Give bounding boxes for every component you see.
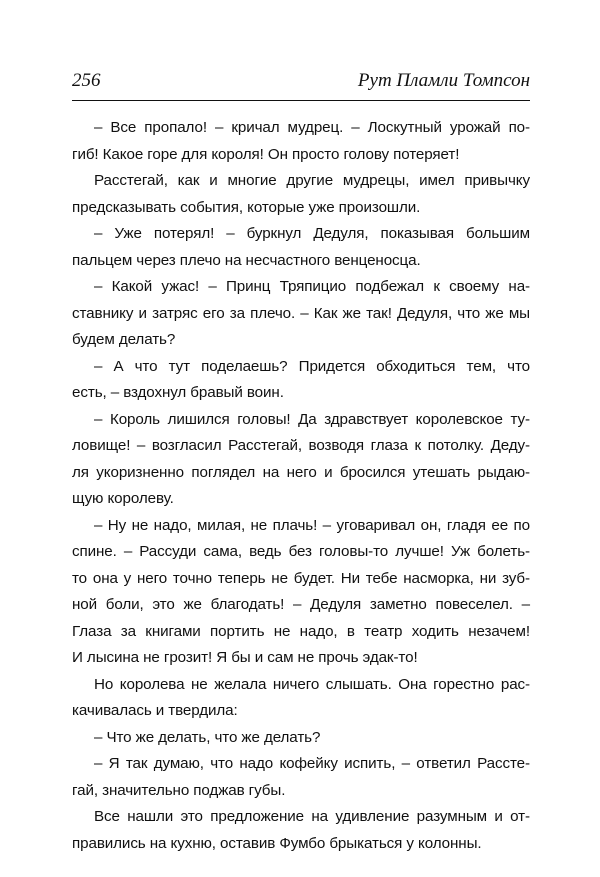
paragraph <box>72 274 530 354</box>
text-line: качивалась и твердила: <box>72 702 238 719</box>
text-line: щую королеву. <box>72 490 174 507</box>
text-line: спине. – Рассуди сама, ведь без головы-то лучше! Уж болеть- <box>72 543 530 560</box>
book-page <box>72 60 530 857</box>
text-line: – Я так думаю, что надо кофейку испить, – ответил Рассте- <box>94 755 530 772</box>
text-line: гиб! Какое горе для короля! Он просто голову потеряет! <box>72 145 460 163</box>
text-line: ставнику и затряс его за плечо. – Как же так! Дедуля, что же мы <box>72 304 530 322</box>
paragraph <box>72 407 530 513</box>
text-line: – Ну не надо, милая, не плачь! – уговаривал он, гладя ее по <box>94 516 530 534</box>
text-line: – Уже потерял! – буркнул Дедуля, показывая большим <box>94 225 530 242</box>
text-line: Расстегай, как и многие другие мудрецы, имел привычку <box>94 172 530 189</box>
text-line: Но королева не желала ничего слышать. Она горестно рас- <box>94 675 530 693</box>
text-line: пальцем через плечо на несчастного венценосца. <box>72 251 421 269</box>
running-head <box>72 60 530 101</box>
text-line: – Что же делать, что же делать? <box>94 728 321 746</box>
page-number: 256 <box>72 70 101 91</box>
running-title: Рут Пламли Томпсон <box>357 70 530 91</box>
paragraph <box>72 672 530 725</box>
text-line: гай, значительно поджав губы. <box>72 781 286 799</box>
text-line: – Все пропало! – кричал мудрец. – Лоскутный урожай по- <box>94 119 530 136</box>
paragraph <box>72 804 530 857</box>
text-line: И лысина не грозит! Я бы и сам не прочь эдак-то! <box>72 649 418 666</box>
paragraph <box>72 354 530 407</box>
paragraph <box>72 221 530 274</box>
text-line: то она у него точно теперь не будет. Ни тебе насморка, ни зуб- <box>72 569 530 587</box>
text-line: – А что тут поделаешь? Придется обходиться тем, что <box>94 357 530 375</box>
text-line: – Какой ужас! – Принц Тряпицио подбежал к своему на- <box>94 278 530 295</box>
text-line: ловище! – возгласил Расстегай, возводя глаза к потолку. Деду- <box>72 437 530 454</box>
text-line: ной боли, это же благодать! – Дедуля заметно повеселел. – <box>72 596 530 613</box>
paragraph <box>72 751 530 804</box>
text-line: Глаза за книгами портить не надо, в театр ходить незачем! <box>72 622 530 640</box>
body-text <box>72 115 530 857</box>
paragraph <box>72 168 530 221</box>
text-line: предсказывать события, которые уже произошли. <box>72 198 421 216</box>
paragraph <box>72 725 530 752</box>
paragraph <box>72 513 530 672</box>
text-line: есть, – вздохнул бравый воин. <box>72 384 284 401</box>
text-line: будем делать? <box>72 331 176 348</box>
text-line: – Король лишился головы! Да здравствует королевское ту- <box>94 410 530 428</box>
text-line: Все нашли это предложение на удивление разумным и от- <box>94 808 530 825</box>
paragraph <box>72 115 530 168</box>
text-line: правились на кухню, оставив Фумбо брыкаться у колонны. <box>72 834 482 852</box>
text-line: ля укоризненно поглядел на него и бросился утешать рыдаю- <box>72 463 530 481</box>
